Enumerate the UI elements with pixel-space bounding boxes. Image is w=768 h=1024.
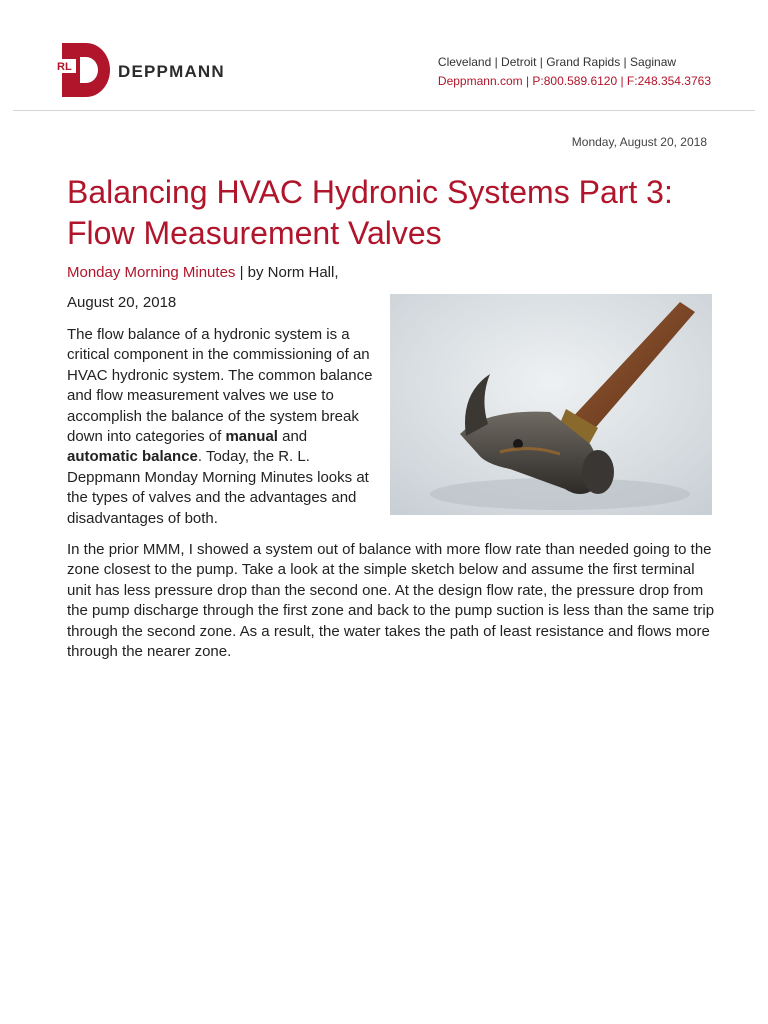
article-date: August 20, 2018 (67, 294, 177, 311)
hammer-photo (390, 294, 712, 515)
publish-date: Monday, August 20, 2018 (571, 135, 707, 149)
logo-wordmark: DEPPMANN (118, 62, 225, 81)
deppmann-logo[interactable] (56, 43, 246, 99)
contact-block (438, 53, 711, 91)
logo-mark-text: RL (57, 61, 72, 73)
office-cities: Cleveland | Detroit | Grand Rapids | Saginaw (437, 55, 677, 69)
intro-text-a: The flow balance of a hydronic system is a critical component in the commissioning of an HVAC hydronic system. The common balance and flow measurement valves we use to accomplish the balance of the system break down into categories of (67, 326, 373, 446)
intro-text-e: . Today, the R. L. Deppmann Monday Morning Minutes looks at the types of valves and the advantages and disadvantages of both. (67, 448, 369, 527)
header-divider (13, 110, 755, 111)
page-header (0, 0, 768, 112)
contact-line[interactable]: Deppmann.com | P:800.589.6120 | F:248.354.3763 (437, 74, 711, 88)
rl-logo-mark (56, 43, 110, 97)
article-title: Balancing HVAC Hydronic Systems Part 3: Flow Measurement Valves (67, 174, 673, 251)
byline (67, 264, 339, 281)
series-link[interactable]: Monday Morning Minutes (67, 264, 236, 281)
automatic-balance-emphasis: automatic balance (67, 448, 198, 466)
author: | by Norm Hall, (235, 264, 339, 281)
intro-paragraph (67, 325, 382, 529)
body-paragraph: In the prior MMM, I showed a system out of balance with more flow rate than needed going to the zone closest to the pump. Take a look at the simple sketch below and assume the first terminal unit has less pressure drop than the second one. At the design flow rate, the pressure drop from the pump discharge through the first zone and back to the pump suction is less than the same trip through the second zone. As a result, the water takes the path of least resistance and flows more through the nearer zone. (67, 541, 715, 661)
manual-emphasis: manual (225, 428, 278, 446)
intro-text-c: and (277, 428, 308, 446)
